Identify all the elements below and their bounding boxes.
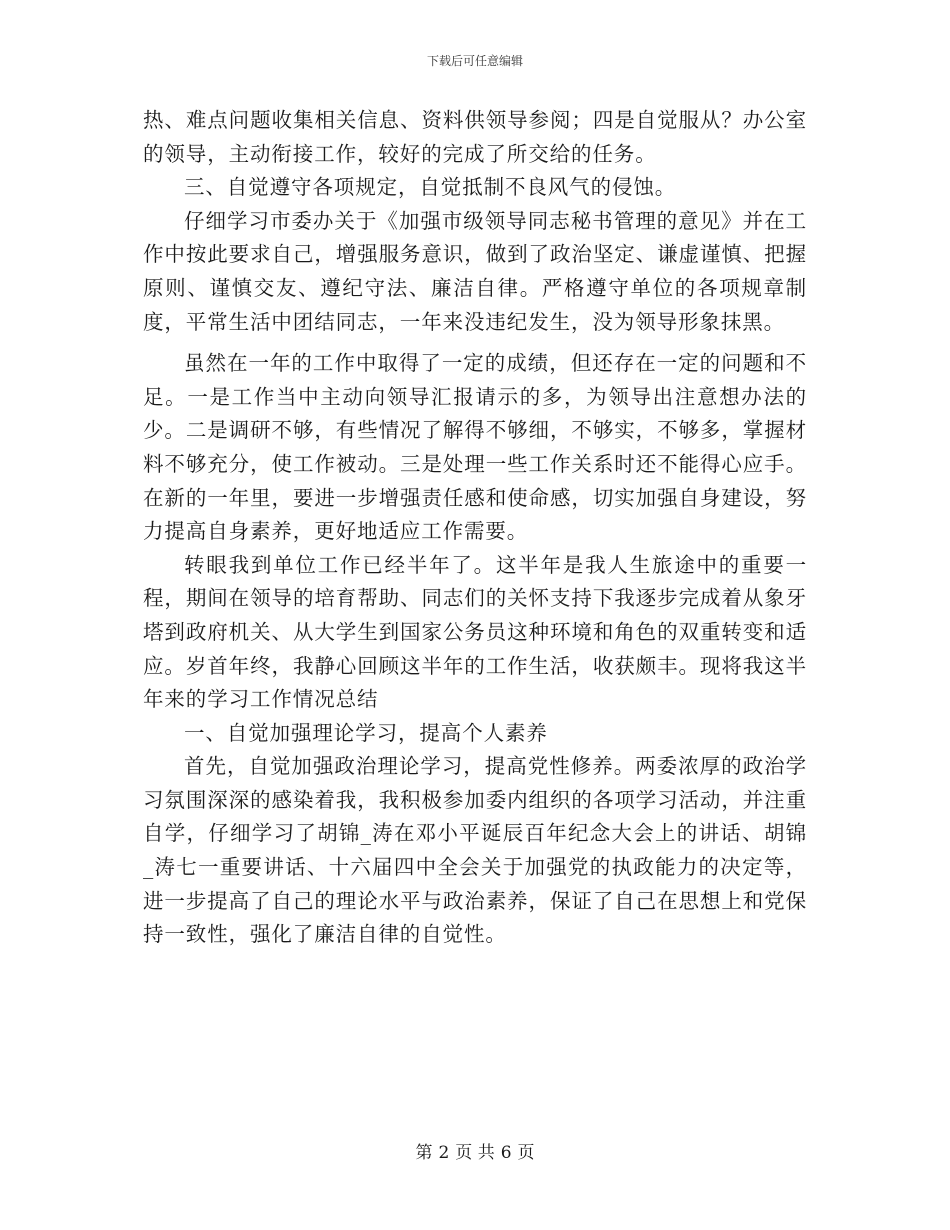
footer-total-pages: 6 (500, 1143, 512, 1163)
paragraph-continuation: 热、难点问题收集相关信息、资料供领导参阅；四是自觉服从？办公室的领导，主动衔接工作，较好的完成了所交给的任务。 (143, 108, 807, 166)
paragraph-shortcomings: 虽然在一年的工作中取得了一定的成绩，但还存在一定的问题和不足。一是工作当中主动向领导汇报请示的多，为领导出注意想办法的少。二是调研不够，有些情况了解得不够细，不够实，不够多，掌握材料不够充分，使工作被动。三是处理一些工作关系时还不能得心应手。在新的一年里，要进一步增强责任感和使命感，切实加强自身建设，努力提高自身素养，更好地适应工作需要。 (143, 351, 807, 544)
footer-prefix: 第 (415, 1143, 433, 1163)
paragraph-theory-study: 首先，自觉加强政治理论学习，提高党性修养。两委浓厚的政治学习氛围深深的感染着我，我积极参加委内组织的各项学习活动，并注重自学，仔细学习了胡锦_涛在邓小平诞辰百年纪念大会上的讲话、胡锦_涛七一重要讲话、十六届四中全会关于加强党的执政能力的决定等，进一步提高了自己的理论水平与政治素养，保证了自己在思想上和党保持一致性，强化了廉洁自律的自觉性。 (143, 754, 807, 947)
footer-current-page: 2 (438, 1143, 450, 1163)
footer-suffix: 页 (517, 1143, 535, 1163)
paragraph-regulations: 仔细学习市委办关于《加强市级领导同志秘书管理的意见》并在工作中按此要求自己，增强服务意识，做到了政治坚定、谦虚谨慎、把握原则、谨慎交友、遵纪守法、廉洁自律。严格遵守单位的各项规章制度，平常生活中团结同志，一年来没违纪发生，没为领导形象抹黑。 (143, 208, 807, 334)
footer-middle: 页 共 (455, 1143, 495, 1163)
section-heading-three: 三、自觉遵守各项规定，自觉抵制不良风气的侵蚀。 (184, 175, 677, 200)
document-body (143, 104, 807, 952)
page-footer (0, 1142, 950, 1164)
paragraph-half-year-intro: 转眼我到单位工作已经半年了。这半年是我人生旅途中的重要一程，期间在领导的培育帮助、同志们的关怀支持下我逐步完成着从象牙塔到政府机关、从大学生到国家公务员这种环境和角色的双重转变和适应。岁首年终，我静心回顾这半年的工作生活，收获颇丰。现将我这半年来的学习工作情况总结 (143, 552, 807, 712)
page-header: 下载后可任意编辑 (426, 54, 523, 68)
section-heading-one: 一、自觉加强理论学习，提高个人素养 (184, 720, 548, 745)
